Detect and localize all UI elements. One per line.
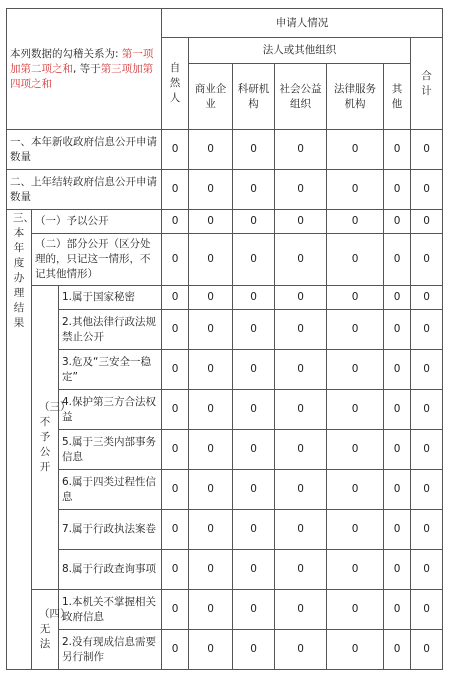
cell-natural: 0 <box>162 310 189 350</box>
cell-total: 0 <box>411 130 443 170</box>
other-header: 其他 <box>384 64 411 130</box>
cell-commercial: 0 <box>189 234 233 286</box>
cell-natural: 0 <box>162 590 189 630</box>
cell-social: 0 <box>275 630 327 670</box>
cell-other: 0 <box>384 550 411 590</box>
cell-research: 0 <box>233 210 275 234</box>
cell-natural: 0 <box>162 550 189 590</box>
cell-research: 0 <box>233 550 275 590</box>
row-label: 二、上年结转政府信息公开申请数量 <box>7 170 162 210</box>
cell-social: 0 <box>275 430 327 470</box>
table-row <box>7 210 443 234</box>
cell-other: 0 <box>384 170 411 210</box>
cell-research: 0 <box>233 234 275 286</box>
table-row <box>7 390 443 430</box>
cell-legal-service: 0 <box>327 510 384 550</box>
cell-research: 0 <box>233 310 275 350</box>
cell-natural: 0 <box>162 234 189 286</box>
row-label: 5.属于三类内部事务信息 <box>59 430 162 470</box>
cell-legal-service: 0 <box>327 286 384 310</box>
table-row <box>7 350 443 390</box>
cell-total: 0 <box>411 510 443 550</box>
cell-other: 0 <box>384 310 411 350</box>
research-header: 科研机构 <box>233 64 275 130</box>
row-label: 2.没有现成信息需要另行制作 <box>59 630 162 670</box>
cell-commercial: 0 <box>189 470 233 510</box>
applicant-header: 申请人情况 <box>162 9 443 38</box>
cell-social: 0 <box>275 390 327 430</box>
table-row <box>7 430 443 470</box>
cell-research: 0 <box>233 510 275 550</box>
cell-other: 0 <box>384 390 411 430</box>
cell-other: 0 <box>384 350 411 390</box>
cell-legal-service: 0 <box>327 170 384 210</box>
not-public-label: （三）不予公开 <box>32 286 59 590</box>
cell-total: 0 <box>411 286 443 310</box>
cell-research: 0 <box>233 390 275 430</box>
row-label: 4.保护第三方合法权益 <box>59 390 162 430</box>
cannot-provide-label: （四）无法 <box>32 590 59 670</box>
cell-legal-service: 0 <box>327 630 384 670</box>
row-label: （一）予以公开 <box>32 210 162 234</box>
table-row <box>7 310 443 350</box>
cell-social: 0 <box>275 286 327 310</box>
cell-research: 0 <box>233 590 275 630</box>
cell-natural: 0 <box>162 430 189 470</box>
cell-research: 0 <box>233 630 275 670</box>
cell-social: 0 <box>275 310 327 350</box>
cell-other: 0 <box>384 590 411 630</box>
cell-other: 0 <box>384 430 411 470</box>
cell-commercial: 0 <box>189 590 233 630</box>
cell-commercial: 0 <box>189 390 233 430</box>
cell-research: 0 <box>233 170 275 210</box>
cell-research: 0 <box>233 286 275 310</box>
cell-legal-service: 0 <box>327 234 384 286</box>
cell-natural: 0 <box>162 170 189 210</box>
cell-total: 0 <box>411 210 443 234</box>
cell-legal-service: 0 <box>327 210 384 234</box>
cell-other: 0 <box>384 630 411 670</box>
cell-legal-service: 0 <box>327 130 384 170</box>
note-text: 本列数据的勾稽关系为: <box>10 47 122 60</box>
row-label: 7.属于行政执法案卷 <box>59 510 162 550</box>
cell-total: 0 <box>411 234 443 286</box>
cell-natural: 0 <box>162 470 189 510</box>
cell-social: 0 <box>275 350 327 390</box>
natural-person-header: 自然人 <box>162 38 189 130</box>
cell-legal-service: 0 <box>327 350 384 390</box>
cell-natural: 0 <box>162 510 189 550</box>
cell-research: 0 <box>233 130 275 170</box>
row-label: 一、本年新收政府信息公开申请数量 <box>7 130 162 170</box>
row-label: 6.属于四类过程性信息 <box>59 470 162 510</box>
cell-natural: 0 <box>162 630 189 670</box>
disclosure-table <box>6 8 443 670</box>
cell-commercial: 0 <box>189 310 233 350</box>
cell-commercial: 0 <box>189 630 233 670</box>
cell-social: 0 <box>275 590 327 630</box>
cell-total: 0 <box>411 470 443 510</box>
cell-other: 0 <box>384 510 411 550</box>
cell-social: 0 <box>275 510 327 550</box>
row-label: 2.其他法律行政法规禁止公开 <box>59 310 162 350</box>
cell-research: 0 <box>233 350 275 390</box>
cell-commercial: 0 <box>189 130 233 170</box>
cell-commercial: 0 <box>189 550 233 590</box>
column-note-cell <box>7 9 162 130</box>
table-row <box>7 510 443 550</box>
row-label: （二）部分公开（区分处理的，只记这一情形，不记其他情形） <box>32 234 162 286</box>
cell-social: 0 <box>275 470 327 510</box>
table-row <box>7 550 443 590</box>
cell-commercial: 0 <box>189 510 233 550</box>
total-header: 合计 <box>411 38 443 130</box>
legal-entities-header: 法人或其他组织 <box>189 38 411 64</box>
cell-other: 0 <box>384 234 411 286</box>
cell-social: 0 <box>275 170 327 210</box>
table-row <box>7 234 443 286</box>
legal-service-header: 法律服务机构 <box>327 64 384 130</box>
table-row <box>7 130 443 170</box>
cell-legal-service: 0 <box>327 470 384 510</box>
cell-total: 0 <box>411 590 443 630</box>
cell-social: 0 <box>275 130 327 170</box>
table-row <box>7 470 443 510</box>
cell-commercial: 0 <box>189 350 233 390</box>
cell-natural: 0 <box>162 350 189 390</box>
cell-commercial: 0 <box>189 170 233 210</box>
social-header: 社会公益组织 <box>275 64 327 130</box>
cell-commercial: 0 <box>189 430 233 470</box>
commercial-header: 商业企业 <box>189 64 233 130</box>
table-row <box>7 286 443 310</box>
cell-other: 0 <box>384 470 411 510</box>
cell-legal-service: 0 <box>327 550 384 590</box>
row-label: 3.危及“三安全一稳定” <box>59 350 162 390</box>
cell-total: 0 <box>411 430 443 470</box>
cell-natural: 0 <box>162 130 189 170</box>
cell-total: 0 <box>411 630 443 670</box>
section3-label: 三、本年度办理结果 <box>7 210 32 670</box>
cell-research: 0 <box>233 470 275 510</box>
note-text-2: , 等于 <box>73 62 101 75</box>
table-row <box>7 590 443 630</box>
note-red-text: 第一项加第二项之和 <box>10 47 154 75</box>
cell-legal-service: 0 <box>327 430 384 470</box>
table-row <box>7 630 443 670</box>
cell-total: 0 <box>411 170 443 210</box>
cell-total: 0 <box>411 350 443 390</box>
cell-legal-service: 0 <box>327 310 384 350</box>
cell-other: 0 <box>384 286 411 310</box>
cell-natural: 0 <box>162 390 189 430</box>
cell-research: 0 <box>233 430 275 470</box>
cell-other: 0 <box>384 210 411 234</box>
cell-total: 0 <box>411 550 443 590</box>
row-label: 1.本机关不掌握相关政府信息 <box>59 590 162 630</box>
row-label: 1.属于国家秘密 <box>59 286 162 310</box>
cell-legal-service: 0 <box>327 590 384 630</box>
cell-commercial: 0 <box>189 210 233 234</box>
cell-total: 0 <box>411 310 443 350</box>
table-row <box>7 170 443 210</box>
note-red-text-2: 第三项加第四项之和 <box>10 62 154 90</box>
cell-total: 0 <box>411 390 443 430</box>
cell-social: 0 <box>275 234 327 286</box>
cell-commercial: 0 <box>189 286 233 310</box>
cell-natural: 0 <box>162 210 189 234</box>
cell-social: 0 <box>275 550 327 590</box>
row-label: 8.属于行政查询事项 <box>59 550 162 590</box>
cell-natural: 0 <box>162 286 189 310</box>
cell-legal-service: 0 <box>327 390 384 430</box>
cell-other: 0 <box>384 130 411 170</box>
cell-social: 0 <box>275 210 327 234</box>
